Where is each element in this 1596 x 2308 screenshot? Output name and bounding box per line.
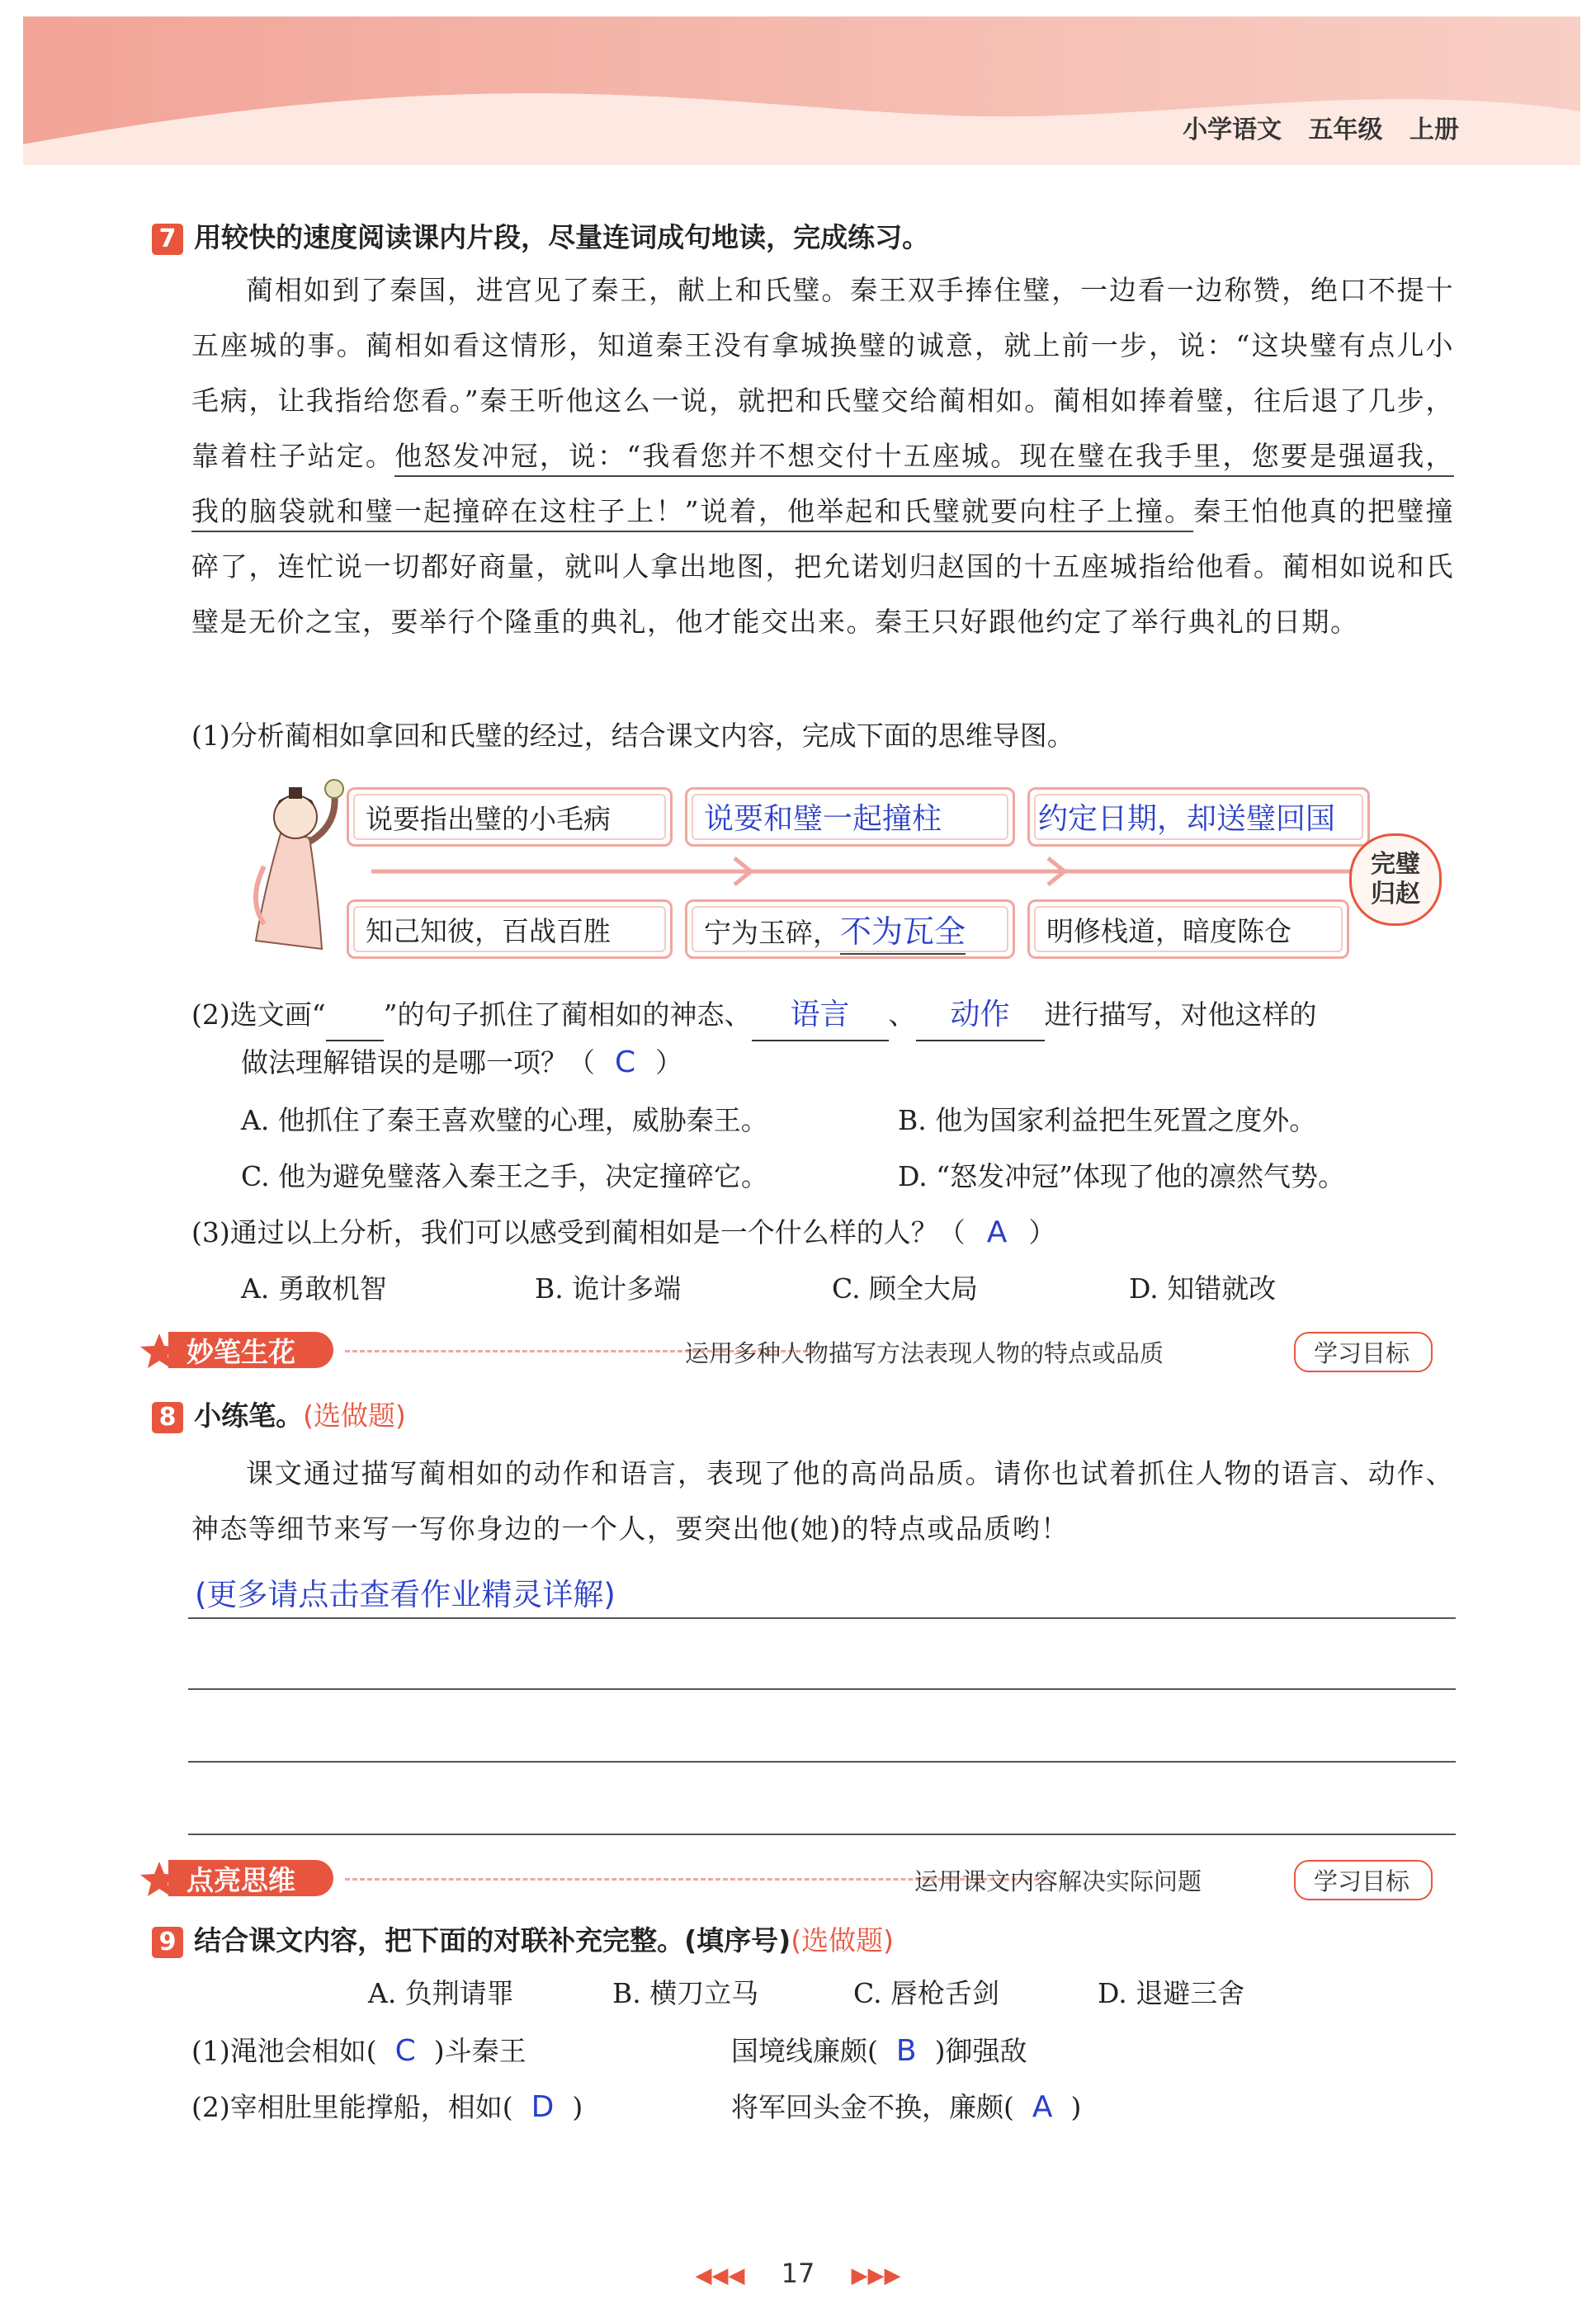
write-line-2[interactable] <box>188 1688 1456 1690</box>
header-subject: 小学语文 <box>1183 116 1282 144</box>
q7-title: 用较快的速度阅读课内片段，尽量连词成句地读，完成练习。 <box>194 221 930 253</box>
q7-p3-option-d: D. 知错就改 <box>1129 1272 1277 1305</box>
q7-p2-option-c: C. 他为避免璧落入秦王之手，决定撞碎它。 <box>241 1160 769 1192</box>
mind-map <box>231 776 1461 965</box>
map-top-box-3-answer: 约定日期，却送璧回国 <box>1038 802 1336 836</box>
q9-row1-right-answer: B <box>895 2034 917 2068</box>
q7-p2-prompt-a: (2)选文画“ <box>191 998 326 1031</box>
q9-option-b: B. 横刀立马 <box>612 1977 759 2009</box>
prev-arrows-icon: ◀◀◀ <box>695 2263 745 2288</box>
q9-row1-left-b: )斗秦王 <box>433 2035 526 2067</box>
q8-heading <box>152 1395 406 1433</box>
q9-row2-left-answer: D <box>531 2090 555 2124</box>
map-top-box-2 <box>685 787 1015 847</box>
q7-heading <box>152 216 929 255</box>
section-tag-2-text: 点亮思维 <box>187 1863 295 1896</box>
header-grade: 五年级 <box>1308 116 1383 144</box>
q7-p3-option-b: B. 诡计多端 <box>535 1272 682 1305</box>
q9-row2-left-b: ) <box>572 2091 583 2123</box>
section-tag-2 <box>168 1860 333 1896</box>
q9-row2-right-b: ) <box>1070 2091 1082 2123</box>
q7-p2-answer: C <box>615 1045 636 1079</box>
q7-p3-answer: A <box>986 1215 1008 1249</box>
q7-p2-blank1: 语言 <box>752 990 889 1041</box>
section-badge-2: 学习目标 <box>1294 1860 1433 1900</box>
section-goal-2: 运用课文内容解决实际问题 <box>914 1867 1202 1895</box>
q7-passage <box>191 262 1454 649</box>
q7-p3-option-c: C. 顾全大局 <box>832 1272 979 1305</box>
map-top-box-1-text: 说要指出璧的小毛病 <box>366 803 611 835</box>
map-bottom-box-1-text: 知己知彼，百战百胜 <box>366 915 611 947</box>
section-tag-1 <box>168 1332 333 1368</box>
write-line-3[interactable] <box>188 1761 1456 1763</box>
q7-p2-blank2: 动作 <box>916 990 1045 1041</box>
q7-p2-option-a: A. 他抓住了秦王喜欢璧的心理，威胁秦王。 <box>241 1104 768 1136</box>
next-arrows-icon: ▶▶▶ <box>851 2263 901 2288</box>
write-line-4[interactable] <box>188 1834 1456 1835</box>
q8-optional: (选做题) <box>303 1399 406 1432</box>
section-tag-1-text: 妙笔生花 <box>187 1335 295 1368</box>
q8-number: 8 <box>152 1402 183 1433</box>
map-top-box-2-answer: 说要和璧一起撞柱 <box>704 802 942 836</box>
q9-row2-right <box>731 2091 1081 2124</box>
section-goal-1: 运用多种人物描写方法表现人物的特点或品质 <box>685 1339 1164 1367</box>
map-end-circle <box>1349 833 1442 926</box>
q9-row2-right-answer: A <box>1032 2090 1053 2124</box>
q9-row1-right-b: )御强敌 <box>934 2035 1027 2067</box>
section-banner-1 <box>139 1330 1459 1371</box>
q7-p3-close: ） <box>1028 1216 1056 1248</box>
header-volume: 上册 <box>1409 116 1459 144</box>
q9-row1-left-a: (1)渑池会相如( <box>191 2035 377 2067</box>
q7-p2-underline-sample <box>326 990 384 1041</box>
q7-p3-option-a: A. 勇敢机智 <box>241 1272 387 1305</box>
map-top-box-3 <box>1027 787 1370 847</box>
q7-p2-prompt-d: 做法理解错误的是哪一项？（ <box>241 1046 595 1078</box>
q7-passage-end: 秦王怕他真的把璧撞碎了，连忙说一切都好商量，就叫人拿出地图，把允诺划归赵国的十五座城指给他看。蔺相如说和氏璧是无价之宝，要举行个隆重的典礼，他才能交出来。秦王只好跟他约定了举行典礼的日期。 <box>191 495 1454 638</box>
map-bottom-box-2 <box>685 899 1015 959</box>
q9-number: 9 <box>152 1927 183 1958</box>
write-line-1[interactable] <box>188 1617 1456 1619</box>
map-bottom-box-3 <box>1027 899 1349 959</box>
q8-text: 课文通过描写蔺相如的动作和语言，表现了他的高尚品质。请你也试着抓住人物的语言、动作、神态等细节来写一写你身边的一个人，要突出他(她)的特点或品质哟！ <box>191 1457 1454 1545</box>
q9-optional: (选做题) <box>791 1924 895 1956</box>
map-bottom-box-1 <box>347 899 673 959</box>
q8-title: 小练笔。 <box>194 1399 304 1432</box>
q7-p2-prompt-b: ”的句子抓住了蔺相如的神态、 <box>383 998 752 1031</box>
header-title <box>1183 109 1459 145</box>
q9-option-c: C. 唇枪舌剑 <box>853 1977 1000 2009</box>
q7-p2-prompt-c: 进行描写，对他这样的 <box>1044 998 1317 1031</box>
q7-passage-start: 蔺相如到了秦国，进宫见了秦王，献上和氏璧。秦王双手捧住璧，一边看一边称赞，绝口不提十五座城的事。蔺相如看这情形，知道秦王没有拿城换璧的诚意，就上前一步，说：“这块璧有点儿小毛病，让我指给您看。”秦王听他这么一说，就把和氏璧交给蔺相如。蔺相如捧着璧，往后退了几步，靠着柱子站定。 <box>191 274 1454 472</box>
section-badge-1: 学习目标 <box>1294 1332 1433 1372</box>
map-bottom-box-2-text: 宁为玉碎， <box>704 917 840 949</box>
q9-row2-left <box>191 2091 583 2124</box>
page-number: 17 <box>781 2258 815 2289</box>
map-bottom-box-3-text: 明修栈道，暗度陈仓 <box>1046 915 1291 947</box>
map-end-label: 完璧归赵 <box>1371 850 1420 909</box>
q7-p2-close: ） <box>655 1046 683 1078</box>
q8-answer: (更多请点击查看作业精灵详解) <box>195 1577 616 1612</box>
q7-passage-underlined: 他怒发冲冠，说：“我看您并不想交付十五座城。现在璧在我手里，您要是强逼我，我的脑袋就和璧一起撞碎在这柱子上！”说着，他举起和氏璧就要向柱子上撞。 <box>191 440 1454 532</box>
q9-row2-right-a: 将军回头金不换，廉颇( <box>731 2091 1014 2123</box>
q7-number: 7 <box>152 224 183 255</box>
map-bottom-box-2-answer: 不为瓦全 <box>840 913 966 955</box>
q9-row1-left <box>191 2035 526 2068</box>
q9-option-a: A. 负荆请罪 <box>368 1977 514 2009</box>
q7-p3-prompt-text: (3)通过以上分析，我们可以感受到蔺相如是一个什么样的人？（ <box>191 1216 966 1248</box>
q7-p2-prompt <box>191 990 1317 1041</box>
q9-row1-left-answer: C <box>394 2034 416 2068</box>
q7-p2-option-b: B. 他为国家利益把生死置之度外。 <box>898 1104 1317 1136</box>
q9-row1-right-a: 国境线廉颇( <box>731 2035 878 2067</box>
section-banner-2 <box>139 1858 1459 1900</box>
q7-p2-prompt-line2 <box>241 1046 682 1079</box>
q7-p3-prompt <box>191 1216 1055 1249</box>
q9-title: 结合课文内容，把下面的对联补充完整。(填序号) <box>194 1924 791 1956</box>
q7-p2-option-d: D. “怒发冲冠”体现了他的凛然气势。 <box>898 1160 1346 1192</box>
map-top-box-1 <box>347 787 673 847</box>
q9-row2-left-a: (2)宰相肚里能撑船，相如( <box>191 2091 513 2123</box>
page-footer <box>0 2258 1596 2289</box>
q9-row1-right <box>731 2035 1027 2068</box>
q7-p2-sep: 、 <box>888 998 916 1031</box>
q9-option-d: D. 退避三舍 <box>1098 1977 1245 2009</box>
q7-p1-prompt: (1)分析蔺相如拿回和氏璧的经过，结合课文内容，完成下面的思维导图。 <box>191 720 1074 752</box>
q9-heading <box>152 1919 894 1958</box>
